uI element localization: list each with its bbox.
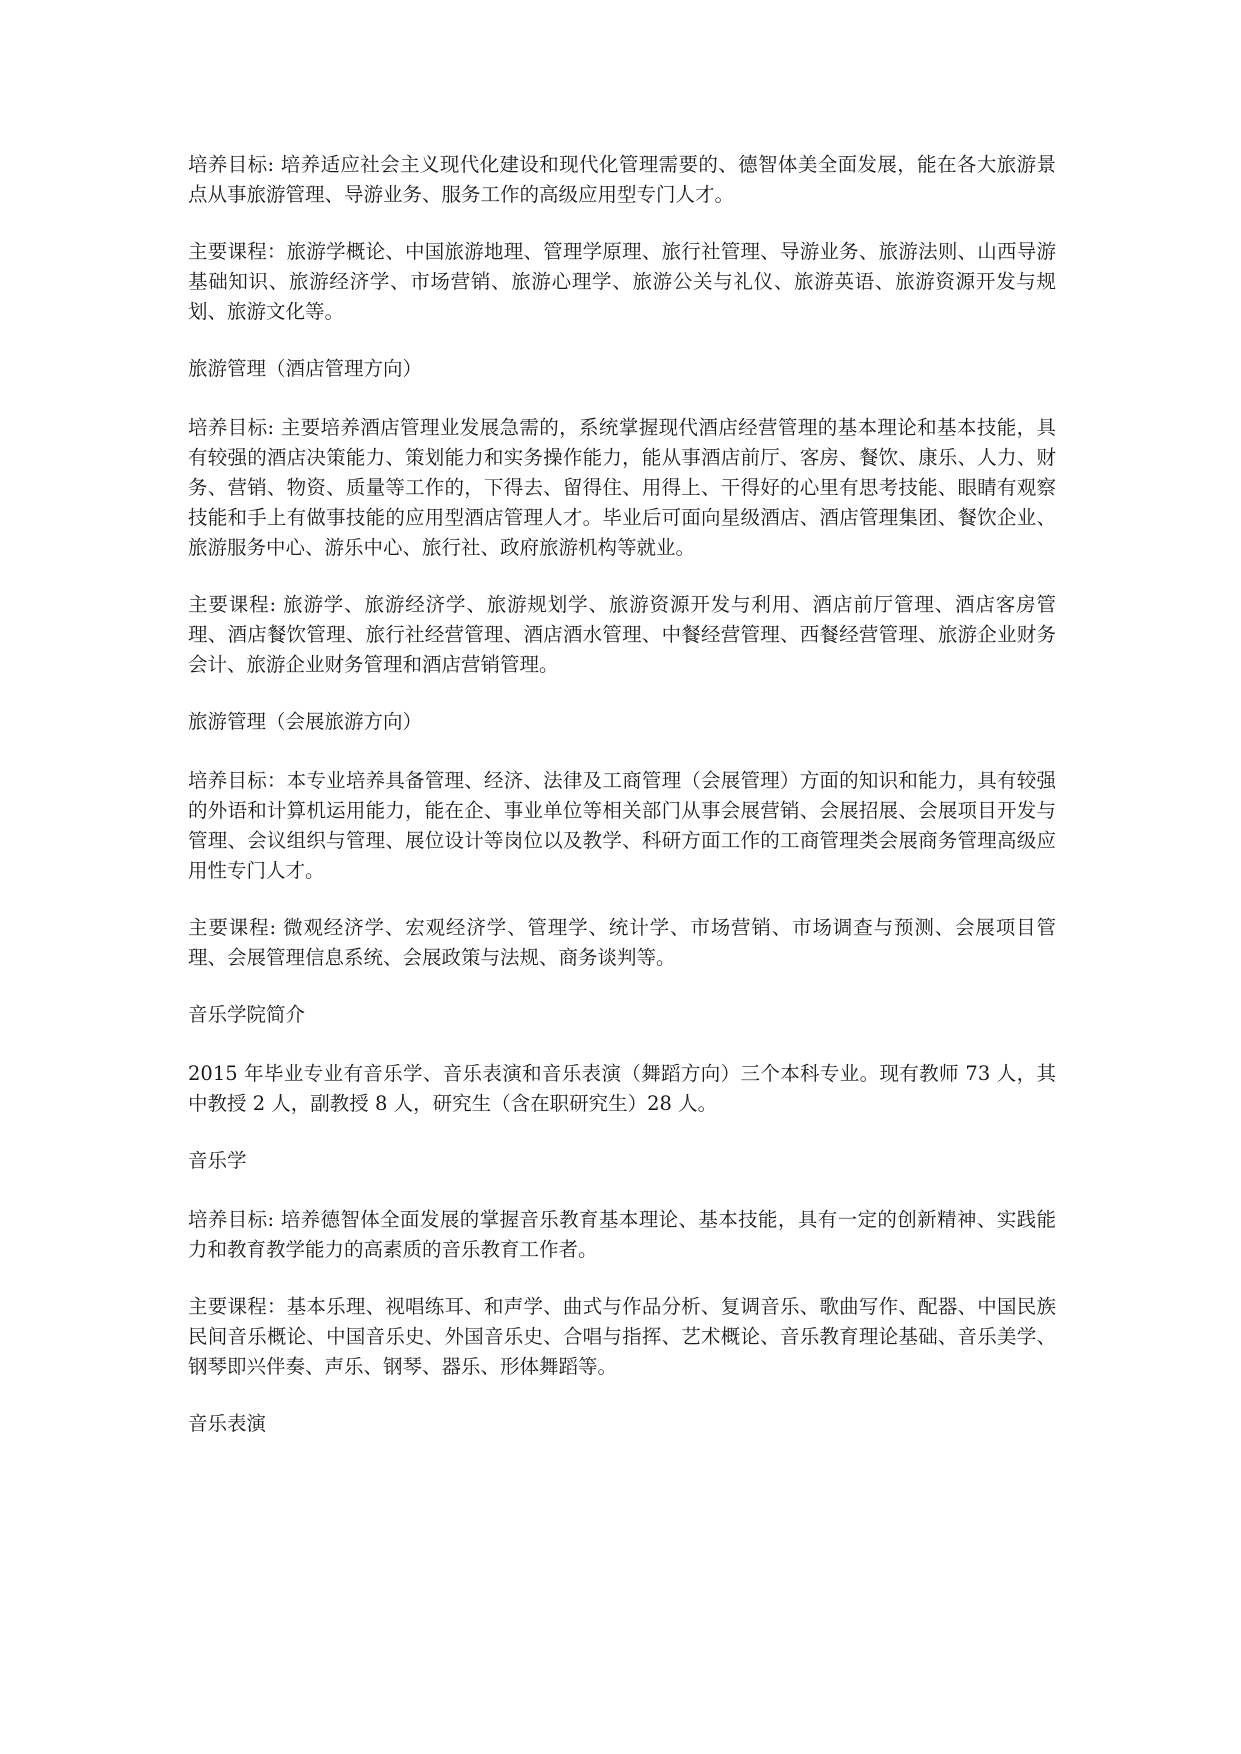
training-goal-convention: 培养目标：本专业培养具备管理、经济、法律及工商管理（会展管理）方面的知识和能力，具有较强的外语和计算机运用能力，能在企、事业单位等相关部门从事会展营销、会展招展、会展项目开发与管理、会议组织与管理、展位设计等岗位以及教学、科研方面工作的工商管理类会展商务管理高级应用性专门人才。 [188,769,1056,882]
heading-music-school-intro: 音乐学院简介 [188,1003,306,1026]
heading-music-performance: 音乐表演 [188,1412,267,1435]
music-school-intro-text: 2015 年毕业专业有音乐学、音乐表演和音乐表演（舞蹈方向）三个本科专业。现有教师 73 人，其中教授 2 人，副教授 8 人，研究生（含在职研究生）28 人。 [188,1062,1056,1115]
training-goal-hotel: 培养目标: 主要培养酒店管理业发展急需的，系统掌握现代酒店经营管理的基本理论和基本技能，具有较强的酒店决策能力、策划能力和实务操作能力，能从事酒店前厅、客房、餐饮、康乐、人力、财务、营销、物资、质量等工作的，下得去、留得住、用得上、干得好的心里有思考技能、眼睛有观察技能和手上有做事技能的应用型酒店管理人才。毕业后可面向星级酒店、酒店管理集团、餐饮企业、旅游服务中心、游乐中心、旅行社、政府旅游机构等就业。 [188,416,1056,559]
document-page [188,150,1056,1468]
training-goal-tourism: 培养目标: 培养适应社会主义现代化建设和现代化管理需要的、德智体美全面发展，能在各大旅游景点从事旅游管理、导游业务、服务工作的高级应用型专门人才。 [188,153,1056,206]
heading-convention-tourism: 旅游管理（会展旅游方向） [188,710,423,733]
main-courses-hotel: 主要课程: 旅游学、旅游经济学、旅游规划学、旅游资源开发与利用、酒店前厅管理、酒店客房管理、酒店餐饮管理、旅行社经营管理、酒店酒水管理、中餐经营管理、西餐经营管理、旅游企业财务会计、旅游企业财务管理和酒店营销管理。 [188,593,1056,676]
heading-musicology: 音乐学 [188,1149,247,1172]
training-goal-musicology: 培养目标: 培养德智体全面发展的掌握音乐教育基本理论、基本技能，具有一定的创新精神、实践能力和教育教学能力的高素质的音乐教育工作者。 [188,1208,1056,1261]
main-courses-convention: 主要课程: 微观经济学、宏观经济学、管理学、统计学、市场营销、市场调查与预测、会展项目管理、会展管理信息系统、会展政策与法规、商务谈判等。 [188,916,1056,969]
main-courses-musicology: 主要课程：基本乐理、视唱练耳、和声学、曲式与作品分析、复调音乐、歌曲写作、配器、中国民族民间音乐概论、中国音乐史、外国音乐史、合唱与指挥、艺术概论、音乐教育理论基础、音乐美学、钢琴即兴伴奏、声乐、钢琴、器乐、形体舞蹈等。 [188,1295,1056,1378]
main-courses-tourism: 主要课程：旅游学概论、中国旅游地理、管理学原理、旅行社管理、导游业务、旅游法则、山西导游基础知识、旅游经济学、市场营销、旅游心理学、旅游公关与礼仪、旅游英语、旅游资源开发与规划、旅游文化等。 [188,240,1056,323]
heading-hotel-management: 旅游管理（酒店管理方向） [188,357,423,380]
